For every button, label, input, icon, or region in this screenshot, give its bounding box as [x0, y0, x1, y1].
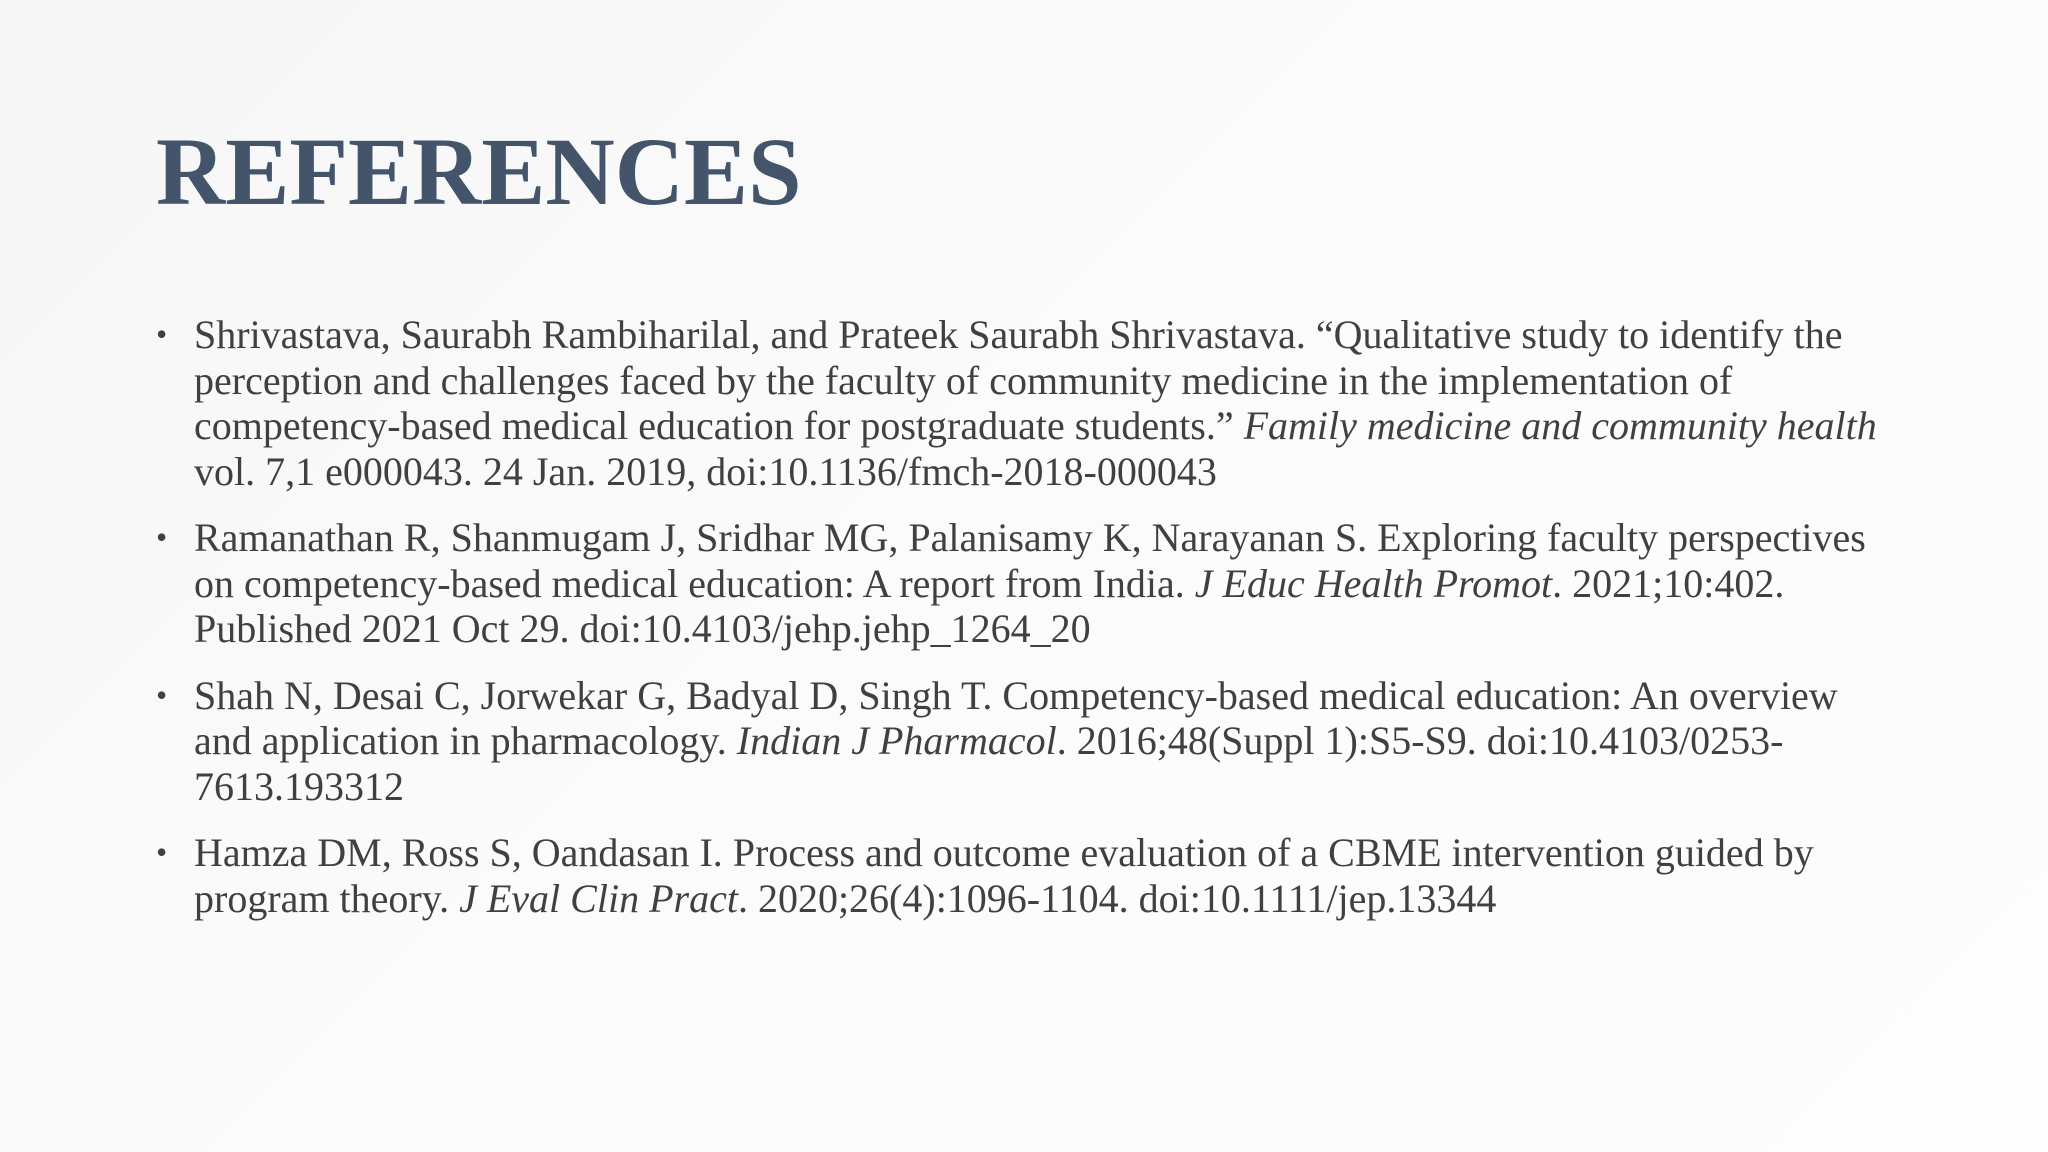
reference-details: . 2020;26(4):1096-1104. doi:10.1111/jep.13344	[737, 875, 1497, 921]
slide-title: REFERENCES	[156, 118, 802, 225]
reference-journal: J Eval Clin Pract	[459, 875, 738, 921]
reference-item-2	[156, 515, 1896, 652]
reference-item-4	[156, 830, 1896, 921]
bullet-icon: •	[156, 316, 168, 352]
reference-journal: Indian J Pharmacol	[736, 718, 1057, 763]
reference-journal: J Educ Health Promot	[1194, 560, 1553, 606]
reference-details: . 2016;48(Suppl 1):S5-S9. doi:10.4103/0253-7613.193312	[194, 718, 1784, 809]
reference-item-3	[156, 673, 1896, 810]
reference-authors-title: Ramanathan R, Shanmugam J, Sridhar MG, Palanisamy K, Narayanan S. Exploring faculty perspectives on competency-based medical education: A report from India.	[194, 515, 1866, 606]
reference-journal: Family medicine and community health	[1243, 403, 1877, 448]
reference-authors-title: Hamza DM, Ross S, Oandasan I. Process and outcome evaluation of a CBME intervention guided by program theory.	[194, 830, 1814, 921]
reference-details: . 2021;10:402. Published 2021 Oct 29. doi:10.4103/jehp.jehp_1264_20	[194, 560, 1785, 651]
reference-details: vol. 7,1 e000043. 24 Jan. 2019, doi:10.1136/fmch-2018-000043	[194, 448, 1217, 494]
reference-authors-title: Shah N, Desai C, Jorwekar G, Badyal D, Singh T. Competency-based medical education: An overview and application in pharmacology.	[194, 672, 1838, 763]
bullet-icon: •	[156, 834, 168, 870]
bullet-icon: •	[156, 676, 168, 713]
bullet-icon: •	[156, 519, 168, 555]
reference-list	[156, 312, 1896, 942]
reference-authors-title: Shrivastava, Saurabh Rambiharilal, and Prateek Saurabh Shrivastava. “Qualitative study to identify the perception and challenges faced by the faculty of community medicine in the implementation of competency-based medical education for postgraduate students.”	[194, 312, 1843, 448]
reference-item-1	[156, 312, 1896, 494]
